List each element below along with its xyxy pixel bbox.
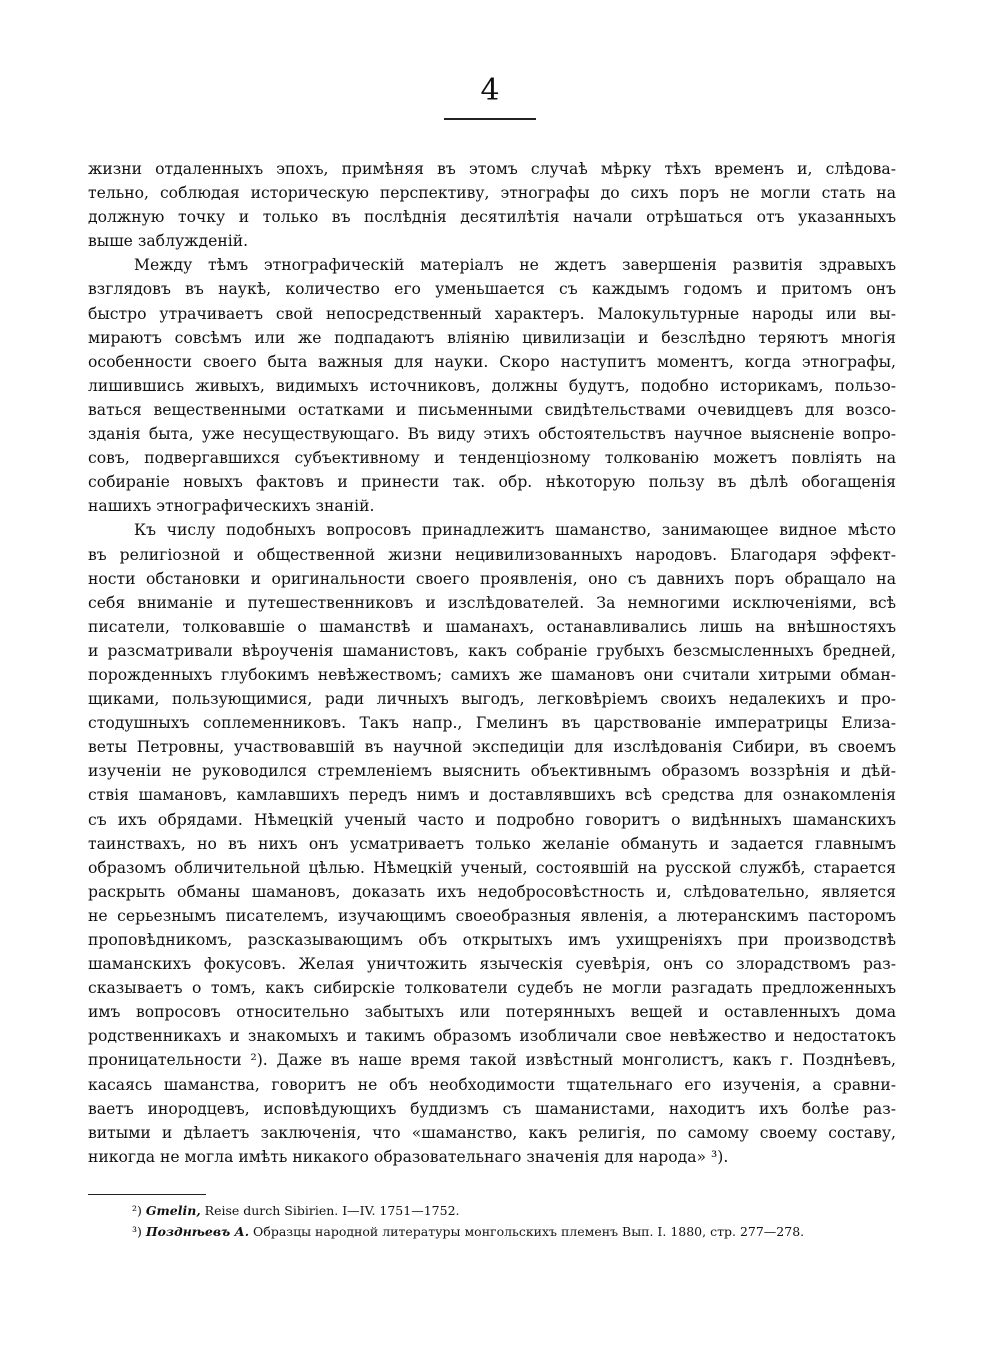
text-line: имъ вопросовъ относительно забытыхъ или потерянныхъ вещей и оставленныхъ дома <box>88 1003 896 1022</box>
text-line: быстро утрачиваетъ свой непосредственный характеръ. Малокультурные народы или вы- <box>88 304 896 323</box>
text-line: жизни отдаленныхъ эпохъ, примѣняя въ этомъ случаѣ мѣрку тѣхъ временъ и, слѣдова- <box>88 160 896 178</box>
text-line: собираніе новыхъ фактовъ и принести так. обр. нѣкоторую пользу въ дѣлѣ обогащенія <box>88 473 896 492</box>
text-line: себя вниманіе и путешественниковъ и изслѣдователей. За немногими исключеніями, всѣ <box>88 593 896 612</box>
text-line: таинствахъ, но въ нихъ онъ усматриваетъ только желаніе обмануть и задается главнымъ <box>88 834 896 853</box>
text-line: касаясь шаманства, говоритъ не объ необходимости тщательнаго его изученія, а сравни- <box>88 1075 896 1094</box>
text-line: особенности своего быта важныя для науки. Скоро наступитъ моментъ, когда этнографы, <box>88 352 896 371</box>
text-line: витыми и дѣлаетъ заключенія, что «шаманство, какъ религія, по самому своему составу, <box>88 1123 896 1142</box>
text-line: шаманскихъ фокусовъ. Желая уничтожить языческія суевѣрія, онъ со злорадствомъ раз- <box>88 955 896 974</box>
text-line: зданія быта, уже несуществующаго. Въ виду этихъ обстоятельствъ научное выясненіе вопро- <box>88 425 896 444</box>
text-line: веты Петровны, участвовавшій въ научной экспедиціи для изслѣдованія Сибири, въ своемъ <box>88 738 896 757</box>
header-rule <box>444 118 536 120</box>
text-line: щиками, пользующимися, ради личныхъ выгодъ, легковѣріемъ своихъ недалекихъ и про- <box>88 690 896 709</box>
text-line: мираютъ совсѣмъ или же подпадаютъ вліянію цивилизаціи и безслѣдно теряютъ многія <box>88 328 896 347</box>
text-line: въ религіозной и общественной жизни нецивилизованныхъ народовъ. Благодаря эффект- <box>88 545 896 564</box>
text-line: совъ, подвергавшихся субъективному и тенденціозному толкованію можетъ повліять на <box>88 449 896 468</box>
footnote-mark: ³) <box>132 1224 142 1239</box>
text-line: родственникахъ и знакомыхъ и такимъ образомъ изобличали свое невѣжество и недостатокъ <box>88 1027 896 1046</box>
text-line: раскрыть обманы шамановъ, доказать ихъ недобросовѣстность и, слѣдовательно, является <box>88 882 896 901</box>
footnote-3 <box>132 1221 852 1242</box>
text-line: проповѣдникомъ, разсказывающимъ объ открытыхъ имъ ухищреніяхъ при производствѣ <box>88 931 896 949</box>
text-line: должную точку и только въ послѣднія десятилѣтія начали отрѣшаться отъ указанныхъ <box>88 208 896 227</box>
paragraph-2 <box>88 253 896 518</box>
text-line: не серьезнымъ писателемъ, изучающимъ своеобразныя явленія, а лютеранскимъ пасторомъ <box>88 906 896 925</box>
text-line: взглядовъ въ наукѣ, количество его уменьшается съ каждымъ годомъ и притомъ онъ <box>88 280 896 299</box>
text-line: ваться вещественными остатками и письменными свидѣтельствами очевидцевъ для возсо- <box>88 400 896 419</box>
text-line: съ ихъ обрядами. Нѣмецкій ученый часто и подробно говоритъ о видѣнныхъ шаманскихъ <box>88 810 896 829</box>
footnote-mark: ²) <box>132 1203 142 1218</box>
text-line: сказываетъ о томъ, какъ сибирскіе толкователи судебъ не могли разгадать предложенныхъ <box>88 979 896 998</box>
footnotes <box>132 1200 852 1242</box>
text-line: ствія шамановъ, камлавшихъ передъ нимъ и доставлявшихъ всѣ средства для ознакомленія <box>88 786 896 805</box>
text-line: никогда не могла имѣть никакого образовательнаго значенія для народа» ³). <box>88 1147 729 1166</box>
body-text <box>88 157 896 1169</box>
footnote-author: Позднѣевъ А. <box>145 1224 250 1239</box>
text-line: лишившись живыхъ, видимыхъ источниковъ, должны будутъ, подобно историкамъ, пользо- <box>88 376 896 395</box>
text-line: и разсматривали вѣроученія шаманистовъ, какъ собраніе грубыхъ безсмысленныхъ бредней, <box>88 641 896 660</box>
footnote-rule <box>88 1194 206 1195</box>
text-line: Къ числу подобныхъ вопросовъ принадлежитъ шаманство, занимающее видное мѣсто <box>134 521 896 540</box>
page-number: 4 <box>480 73 500 108</box>
text-line: нашихъ этнографическихъ знаній. <box>88 497 375 516</box>
paragraph-1 <box>88 157 896 253</box>
text-line: писатели, толковавшіе о шаманствѣ и шаманахъ, останавливались лишь на внѣшностяхъ <box>88 617 896 636</box>
footnote-author: Gmelin, <box>145 1203 201 1218</box>
text-line: стодушныхъ соплеменниковъ. Такъ напр., Гмелинъ въ царствованіе императрицы Елиза- <box>88 714 896 733</box>
footnote-text: Reise durch Sibirien. I—IV. 1751—1752. <box>204 1203 460 1218</box>
text-line: ности обстановки и оригинальности своего проявленія, оно съ давнихъ поръ обращало на <box>88 569 896 588</box>
text-line: проницательности ²). Даже въ наше время такой извѣстный монголистъ, какъ г. Позднѣевъ, <box>88 1051 896 1070</box>
text-line: образомъ обличительной цѣлью. Нѣмецкій ученый, состоявшій на русской службѣ, старается <box>88 858 896 877</box>
text-line: изученіи не руководился стремленіемъ выяснить объективнымъ образомъ воззрѣнія и дѣй- <box>88 762 896 781</box>
footnote-2 <box>132 1200 852 1221</box>
text-line: порожденныхъ глубокимъ невѣжествомъ; самихъ же шамановъ они считали хитрыми обман- <box>88 665 896 684</box>
footnote-text: Образцы народной литературы монгольскихъ племенъ Вып. I. 1880, стр. 277—278. <box>253 1224 805 1239</box>
paragraph-3 <box>88 518 896 1169</box>
text-line: выше заблужденій. <box>88 232 249 251</box>
text-line: ваетъ инородцевъ, исповѣдующихъ буддизмъ съ шаманистами, находитъ ихъ болѣе раз- <box>88 1099 896 1118</box>
text-line: Между тѣмъ этнографическій матеріалъ не ждетъ завершенія развитія здравыхъ <box>134 256 896 275</box>
text-line: тельно, соблюдая историческую перспективу, этнографы до сихъ поръ не могли стать на <box>88 184 896 203</box>
